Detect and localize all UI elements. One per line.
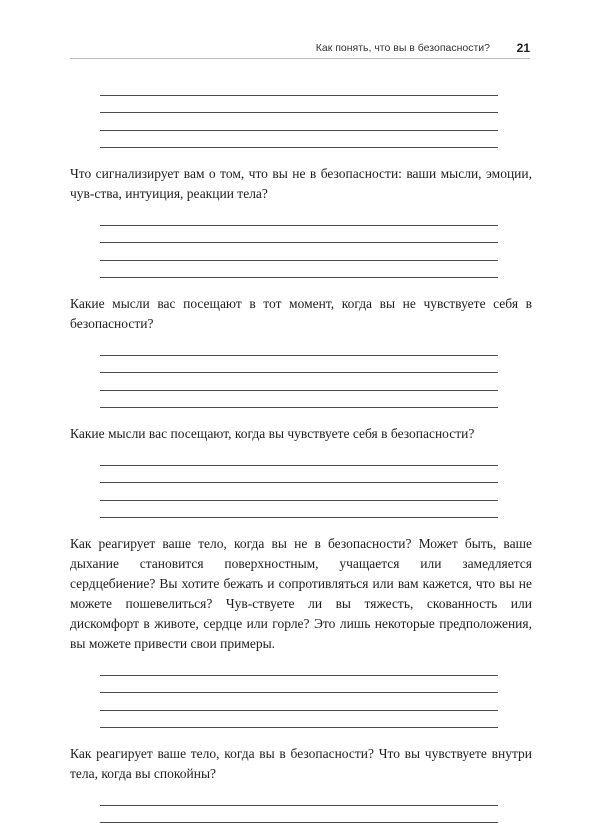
answer-lines [100, 338, 498, 408]
answer-lines [100, 658, 498, 728]
answer-line[interactable] [100, 483, 498, 501]
answer-line[interactable] [100, 391, 498, 409]
answer-line[interactable] [100, 261, 498, 279]
question-text: Как реагирует ваше тело, когда вы не в безопасности? Может быть, ваше дыхание становится поверхностным, учащается или замедляется сердцебиение? Вы хотите бежать и сопротивляться или вам кажется, что вы не можете пошевелиться? Чув-ствуете ли вы тяжесть, скованность или дискомфорт в животе, сердце или горле? Это лишь некоторые предположения, вы можете привести свои примеры. [70, 534, 532, 654]
answer-lines [100, 208, 498, 278]
question-text: Какие мысли вас посещают в тот момент, когда вы не чувствуете себя в безопасности? [70, 294, 532, 334]
answer-line[interactable] [100, 208, 498, 226]
running-title: Как понять, что вы в безопасности? [316, 42, 490, 54]
answer-lines [100, 788, 498, 823]
answer-line[interactable] [100, 711, 498, 729]
answer-line[interactable] [100, 78, 498, 96]
question-text: Как реагирует ваше тело, когда вы в безопасности? Что вы чувствуете внутри тела, когда вы спокойны? [70, 744, 532, 784]
question-text: Что сигнализирует вам о том, что вы не в безопасности: ваши мысли, эмоции, чув-ства, интуиция, реакции тела? [70, 164, 532, 204]
answer-lines [100, 448, 498, 518]
answer-line[interactable] [100, 113, 498, 131]
answer-line[interactable] [100, 693, 498, 711]
answer-line[interactable] [100, 501, 498, 519]
answer-line[interactable] [100, 658, 498, 676]
answer-lines [100, 78, 498, 148]
answer-line[interactable] [100, 243, 498, 261]
page-number: 21 [517, 41, 530, 55]
answer-line[interactable] [100, 356, 498, 374]
question-text: Какие мысли вас посещают, когда вы чувствуете себя в безопасности? [70, 424, 532, 444]
worksheet [70, 78, 532, 823]
answer-line[interactable] [100, 466, 498, 484]
answer-line[interactable] [100, 448, 498, 466]
answer-line[interactable] [100, 788, 498, 806]
answer-line[interactable] [100, 806, 498, 823]
answer-line[interactable] [100, 338, 498, 356]
answer-line[interactable] [100, 96, 498, 114]
running-head [70, 40, 530, 59]
answer-line[interactable] [100, 676, 498, 694]
answer-line[interactable] [100, 226, 498, 244]
answer-line[interactable] [100, 373, 498, 391]
answer-line[interactable] [100, 131, 498, 149]
